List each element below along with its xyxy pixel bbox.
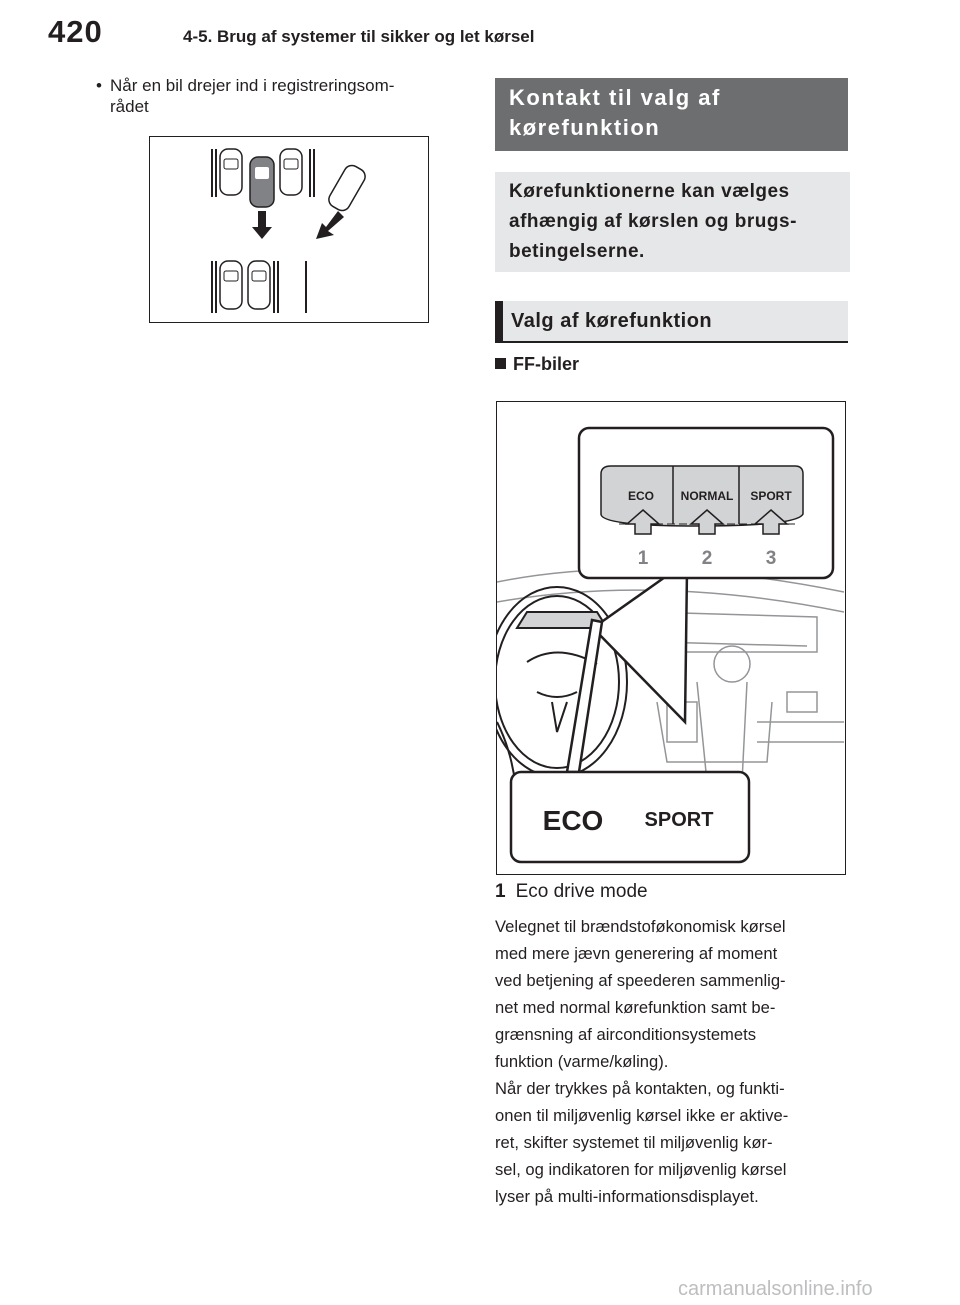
bullet-symbol: •: [96, 76, 102, 95]
section-banner: [495, 78, 848, 151]
bullet-item: [96, 75, 470, 117]
para1-line: funktion (varme/køling).: [495, 1052, 669, 1071]
intro-box: [495, 172, 850, 272]
ff-heading: [495, 354, 579, 375]
bullet-text-line-2: rådet: [110, 97, 149, 116]
paragraph-1: [495, 913, 850, 1075]
switch-number-3: 3: [765, 548, 777, 569]
page-number: 420: [48, 14, 103, 49]
para1-line: ved betjening af speederen sammenlig-: [495, 971, 786, 990]
switch-label-sport: SPORT: [750, 489, 792, 503]
banner-title-line-2: kørefunktion: [509, 115, 661, 140]
switch-label-normal: NORMAL: [680, 489, 734, 503]
para2-line: onen til miljøvenlig kørsel ikke er aktive-: [495, 1106, 789, 1125]
para1-line: net med normal kørefunktion samt be-: [495, 998, 776, 1017]
para1-line: Velegnet til brændstoføkonomisk kørsel: [495, 917, 786, 936]
para2-line: ret, skifter systemet til miljøvenlig kør-: [495, 1133, 773, 1152]
switch-label-eco: ECO: [627, 489, 655, 503]
para2-line: lyser på multi-informationsdisplayet.: [495, 1187, 759, 1206]
banner-title-line-1: Kontakt til valg af: [509, 85, 721, 110]
intro-line-2: afhængig af kørslen og brugs-: [509, 211, 797, 232]
square-bullet-icon: [495, 358, 506, 369]
parking-diagram: [150, 137, 427, 321]
para1-line: grænsning af airconditionsystemets: [495, 1025, 757, 1044]
parking-illustration: [149, 136, 429, 323]
section-title: 4-5. Brug af systemer til sikker og let kørsel: [183, 27, 535, 46]
switch-number-1: 1: [637, 548, 649, 569]
drive-mode-illustration: [496, 401, 846, 875]
subheading: Valg af kørefunktion: [495, 301, 848, 343]
bullet-text-line-1: Når en bil drejer ind i registreringsom-: [110, 76, 395, 95]
drive-mode-diagram: [497, 402, 844, 873]
indicator-eco: ECO: [542, 805, 604, 836]
para1-line: med mere jævn generering af moment: [495, 944, 778, 963]
item-1-heading: [495, 881, 648, 903]
switch-number-2: 2: [701, 548, 713, 569]
watermark: carmanualsonline.info: [678, 1278, 873, 1300]
para2-line: Når der trykkes på kontakten, og funkti-: [495, 1079, 785, 1098]
intro-line-3: betingelserne.: [509, 241, 645, 262]
ff-heading-text: FF-biler: [513, 354, 579, 374]
item-1-number: 1: [495, 881, 506, 902]
item-1-title: Eco drive mode: [515, 881, 648, 902]
indicator-sport: SPORT: [644, 809, 714, 831]
paragraph-2: [495, 1075, 850, 1210]
intro-line-1: Kørefunktionerne kan vælges: [509, 181, 790, 202]
para2-line: sel, og indikatoren for miljøvenlig kørsel: [495, 1160, 787, 1179]
